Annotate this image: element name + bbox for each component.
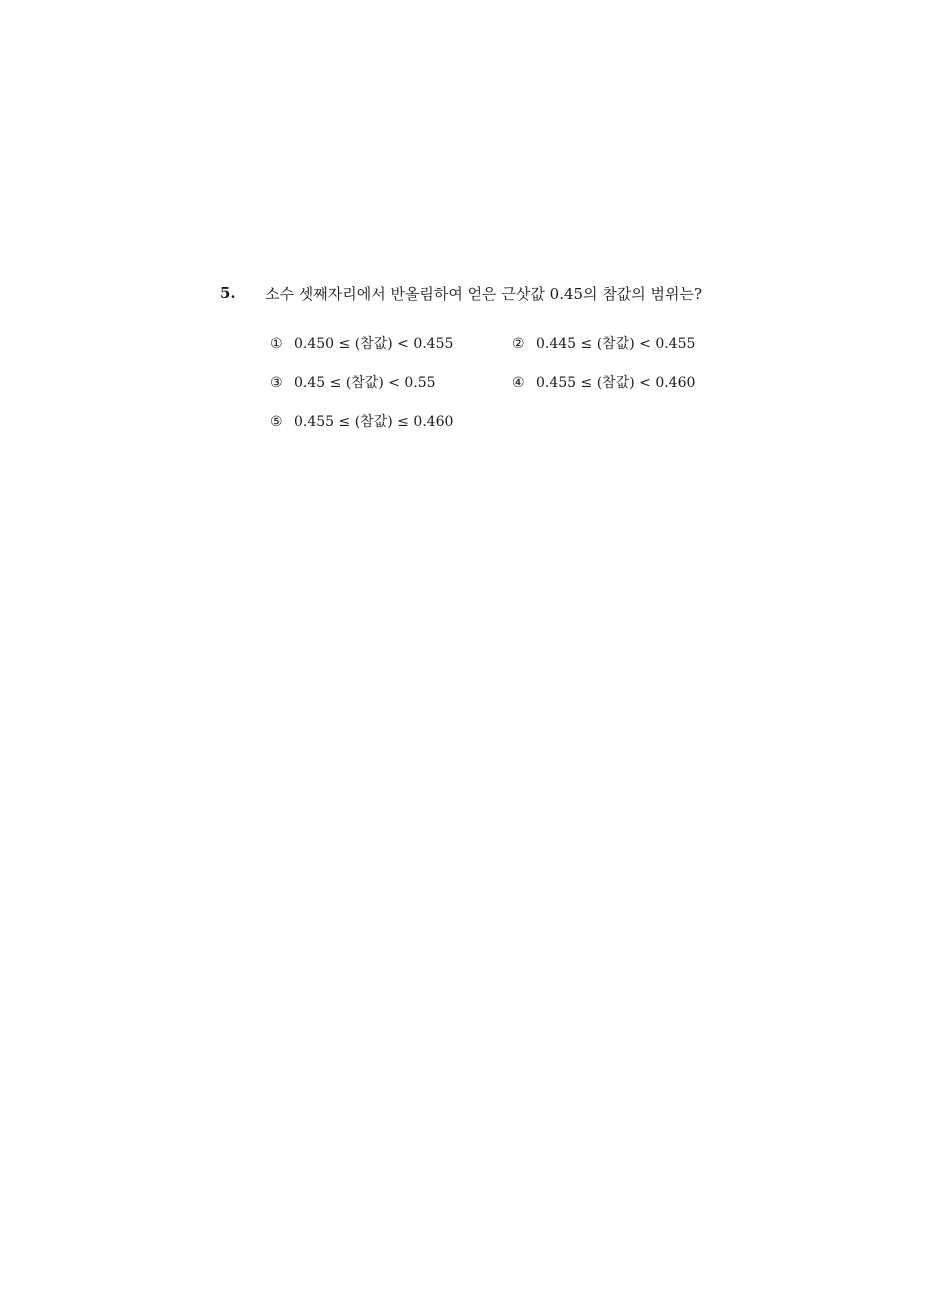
choice-2[interactable] [512, 334, 695, 354]
choice-4[interactable] [512, 373, 695, 393]
choice-4-text: 0.455 ≤ (참값) < 0.460 [536, 375, 696, 391]
choice-4-marker: ④ [512, 375, 525, 391]
choice-3-marker: ③ [270, 375, 283, 391]
choice-2-marker: ② [512, 336, 525, 352]
choice-1-marker: ① [270, 336, 283, 352]
choice-1-text: 0.450 ≤ (참값) < 0.455 [294, 336, 454, 352]
choice-3[interactable] [270, 373, 436, 393]
choice-1[interactable] [270, 334, 453, 354]
choice-3-text: 0.45 ≤ (참값) < 0.55 [294, 375, 436, 391]
question-number: 5. [220, 284, 236, 302]
choice-5[interactable] [270, 412, 453, 432]
question-text: 소수 셋째자리에서 반올림하여 얻은 근삿값 0.45의 참값의 범위는? [265, 285, 703, 303]
choice-2-text: 0.445 ≤ (참값) < 0.455 [536, 336, 696, 352]
choice-5-text: 0.455 ≤ (참값) ≤ 0.460 [294, 414, 454, 430]
choice-5-marker: ⑤ [270, 414, 283, 430]
